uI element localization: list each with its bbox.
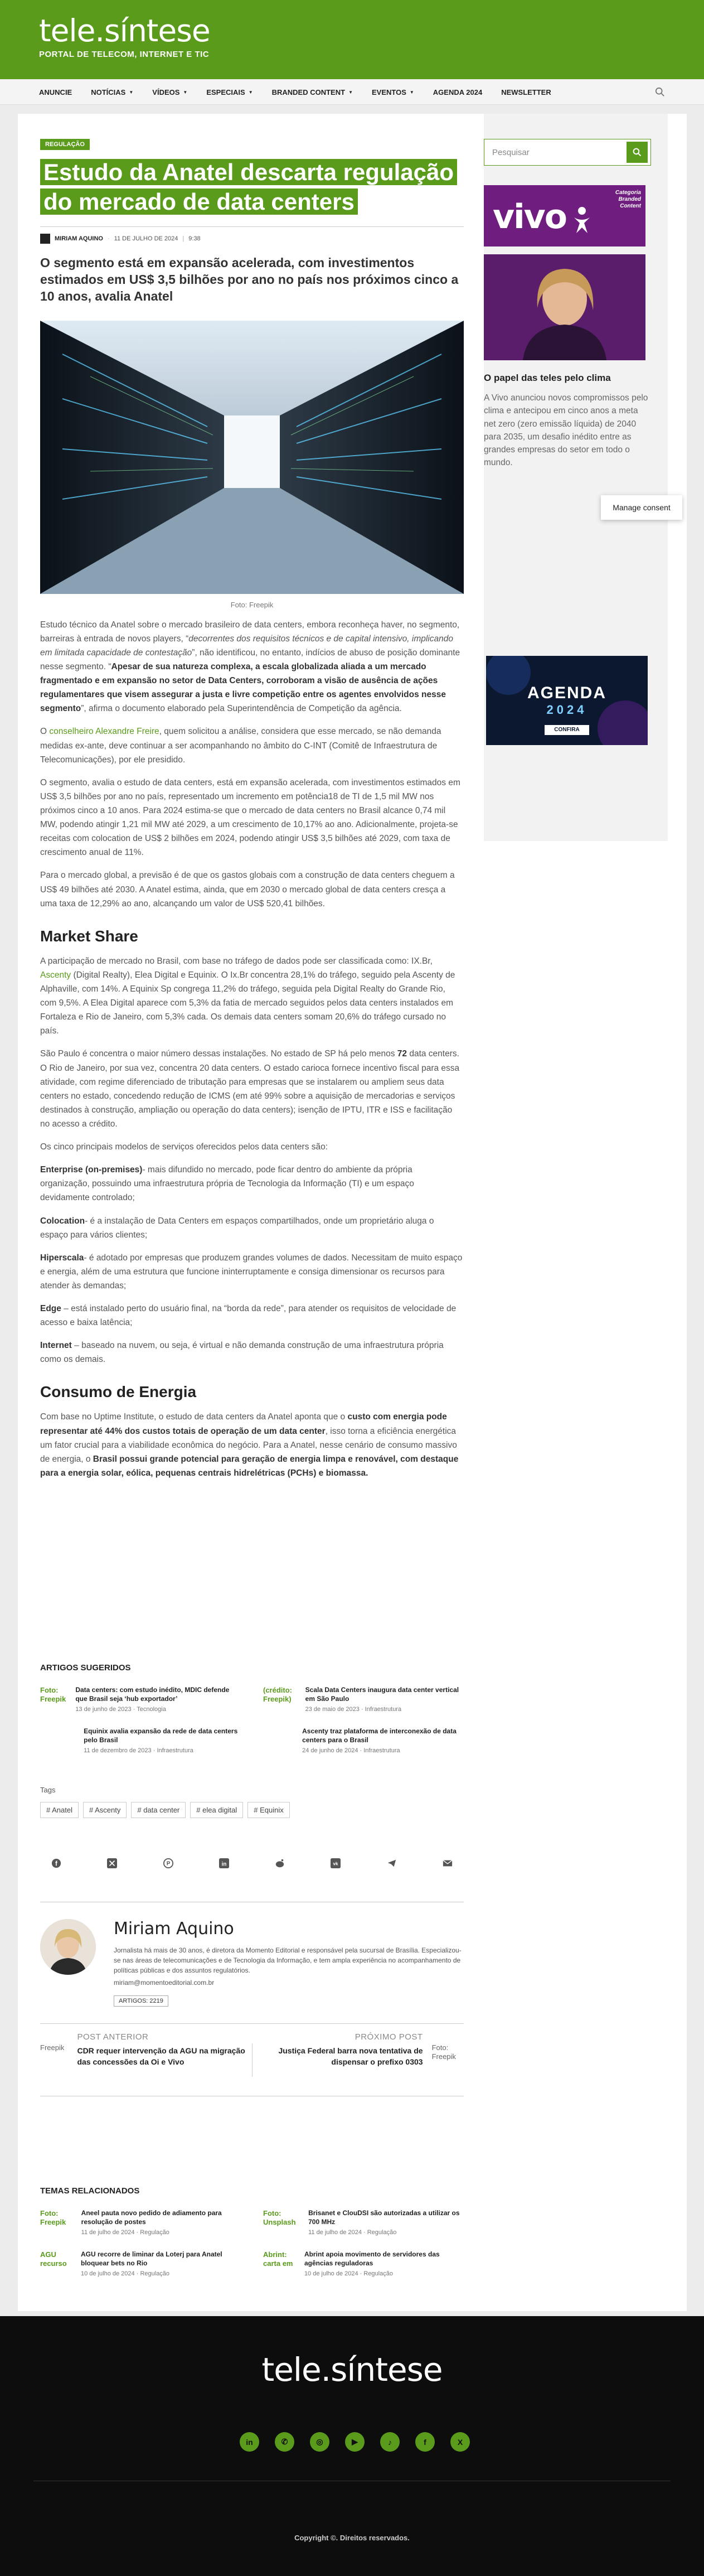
chevron-down-icon: ▼ xyxy=(129,89,134,95)
model-item: Enterprise (on-premises)- mais difundido no mercado, pode ficar dentro do ambiente da própria organização, possuindo uma infraestrutura própria de Tecnologia da Informação (TI) e um espaço devidamente controlado; xyxy=(40,1165,414,1203)
instagram-icon[interactable]: ◎ xyxy=(310,2432,329,2452)
reddit-icon[interactable] xyxy=(274,1857,286,1869)
nav-item-anuncie[interactable]: ANUNCIE xyxy=(39,88,72,96)
author-avatar-icon xyxy=(40,234,50,244)
model-item: Edge – está instalado perto do usuário final, na “borda da rede”, para atender os requisitos de velocidade de acesso e baixa latência; xyxy=(40,1304,457,1328)
search-button[interactable] xyxy=(627,142,648,163)
thumbnail: (crédito: Freepik) xyxy=(263,1686,292,1704)
nav-item-agenda[interactable]: AGENDA 2024 xyxy=(433,88,483,96)
youtube-icon[interactable]: ▶ xyxy=(345,2432,365,2452)
prev-post[interactable] xyxy=(40,2032,252,2068)
article-title: Estudo da Anatel descarta regulação do mercado de data centers xyxy=(40,158,464,216)
article xyxy=(40,139,464,1480)
site-logo[interactable] xyxy=(39,13,210,59)
chevron-down-icon: ▼ xyxy=(183,89,188,95)
svg-text:f: f xyxy=(55,1860,57,1868)
article-body xyxy=(40,618,464,1480)
list-item[interactable]: Ascenty traz plataforma de interconexão de data centers para o Brasil 24 de junho de 2024 · Infraestrutura xyxy=(263,1727,464,1754)
promo-image[interactable] xyxy=(484,254,645,360)
search-icon[interactable] xyxy=(655,87,665,97)
site-footer xyxy=(0,2316,704,2576)
svg-text:vk: vk xyxy=(333,1861,338,1867)
svg-text:in: in xyxy=(221,1861,227,1868)
facebook-icon[interactable] xyxy=(50,1857,62,1869)
facebook-icon[interactable]: f xyxy=(415,2432,435,2452)
prev-thumbnail: Freepik xyxy=(40,2043,65,2052)
list-item[interactable]: Foto: Freepik Aneel pauta novo pedido de adiamento para resolução de postes 11 de julho de 2024 · Regulação xyxy=(40,2209,222,2236)
author-avatar[interactable] xyxy=(40,1919,96,1975)
agenda-year: 2024 xyxy=(546,703,588,717)
thumbnail: Foto: Freepik xyxy=(40,1686,66,1704)
chevron-down-icon: ▼ xyxy=(248,89,253,95)
author-name[interactable]: Miriam Aquino xyxy=(114,1919,234,1939)
tag-ascenty[interactable]: # Ascenty xyxy=(83,1802,127,1818)
nav-item-eventos[interactable]: EVENTOS ▼ xyxy=(371,88,414,96)
promo-text: A Vivo anunciou novos compromissos pelo clima e antecipou em cinco anos a meta net zero (zero emissão líquida) de 2040 para 2035, um desafio inédito entre as grandes empresas do setor em todo o mundo. xyxy=(484,393,648,468)
agenda-2024-banner[interactable] xyxy=(486,656,648,745)
thumbnail xyxy=(263,1727,295,1751)
linkedin-icon[interactable]: in xyxy=(240,2432,259,2452)
thumbnail: Foto: Freepik xyxy=(40,2209,66,2227)
chevron-down-icon: ▼ xyxy=(348,89,353,95)
paragraph: Estudo técnico da Anatel sobre o mercado brasileiro de data centers, embora reconheça haver, no segmento, barreiras à entrada de novos players, “decorrentes dos requisitos técnicos e de capital intensivo, implicando em limitada capacidade de contestação”, não identificou, no entanto, indícios de abuso de posição dominante nesse segmento. “Apesar de sua natureza complexa, a escala globalizada aliada a um mercado fragmentado e em expansão no setor de Data Centers, corroboram a visão de ausência de ações regulamentares que visem assegurar a justa e livre competição entre os agentes envolvidos nesse segmento”, afirma o documento elaborado pela Superintendência de Competição da agência. xyxy=(40,620,460,714)
tag-equinix[interactable]: # Equinix xyxy=(247,1802,289,1818)
thumbnail: Foto: Unsplash xyxy=(263,2209,296,2227)
post-navigation xyxy=(40,2016,464,2096)
thumbnail xyxy=(40,1727,77,1751)
content-panel xyxy=(18,114,687,2311)
whatsapp-icon[interactable]: ✆ xyxy=(275,2432,294,2452)
paragraph: O segmento, avalia o estudo de data centers, está em expansão acelerada, com investimentos estimados em US$ 3,5 bilhões por ano no país, representado um incremento em potência18 de TI de 1,5 mil MW nos próximos cinco a 10 anos. Para 2024 estima-se que o mercado de data centers no Brasil alcance 0,74 mil MW, podendo atingir 1,21 mil MW até 2029, a um crescimento de 10,17% ao ano. Adicionalmente, projeta-se receitas com colocation de US$ 2 bilhões em 2024, podendo atingir US$ 3,5 bilhões até 2029, com taxa de crescimento anual de 11%. xyxy=(40,777,460,858)
paragraph: Com base no Uptime Institute, o estudo de data centers da Anatel aponta que o custo com energia pode representar até 44% dos custos totais de operação de um data center, isso torna a eficiência energética um fator crucial para a viabilidade econômica do negócio. Para a Anatel, nesse cenário de consumo massivo de energia, o Brasil possui grande potencial para geração de energia limpa e renovável, com destaque para a energia solar, eólica, pequenas centrais hidrelétricas (PCHs) e biomassa. xyxy=(40,1412,459,1478)
nav-item-especiais[interactable]: ESPECIAIS ▼ xyxy=(206,88,253,96)
suggested-articles xyxy=(40,1663,464,1754)
paragraph: São Paulo é concentra o maior número dessas instalações. No estado de SP há pelo menos 72 data centers. O Rio de Janeiro, por sua vez, concentra 20 data centers. O estado carioca fornece incentivo fiscal para essa atividade, com regime diferenciado de tributação para empresas que se instalarem ou ampliem seus data centers no estado, concedendo redução de ICMS (em até 99% sobre a aquisição de mercadorias e serviços destinados à construção, ampliação ou operação do data centers); isenção de IPTU, ITR e ISS e facilitação no acesso a crédito. xyxy=(40,1049,460,1129)
list-item[interactable]: Abrint: carta em Abrint apoia movimento de servidores das agências reguladoras 10 de julho de 2024 · Regulação xyxy=(263,2250,440,2278)
section-heading-energy: Consumo de Energia xyxy=(40,1383,197,1401)
list-item[interactable]: Equinix avalia expansão da rede de data centers pelo Brasil 11 de dezembro de 2023 · Infraestrutura xyxy=(40,1727,241,1754)
tags-label: Tags xyxy=(40,1786,56,1794)
logo-text: tele.síntese xyxy=(39,13,210,49)
model-item: Internet – baseado na nuvem, ou seja, é virtual e não demanda construção de uma infraestrutura própria como os demais. xyxy=(40,1341,444,1365)
person-icon xyxy=(572,206,592,234)
email-icon[interactable] xyxy=(441,1857,454,1869)
next-post[interactable] xyxy=(252,2032,464,2068)
paragraph: Para o mercado global, a previsão é de que os gastos globais com a construção de data centers cheguem a US$ 49 bilhões até 2030. A Anatel estima, ainda, que em 2030 o mercado global de data centers cresça a uma taxa de 12,29% ao ano, alcançando um valor de US$ 520,41 bilhões. xyxy=(40,871,455,908)
tag-anatel[interactable]: # Anatel xyxy=(40,1802,79,1818)
list-item[interactable]: AGU recurso AGU recorre de liminar da Loterj para Anatel bloquear bets no Rio 10 de julho de 2024 · Regulação xyxy=(40,2250,222,2278)
article-subtitle: O segmento está em expansão acelerada, com investimentos estimados em US$ 3,5 bilhões por ano no país nos próximos cinco a 10 anos, avalia Anatel xyxy=(40,255,459,303)
model-item: Colocation- é a instalação de Data Centers em espaços compartilhados, onde um proprietário aluga o espaço para vários clientes; xyxy=(40,1216,434,1240)
prev-title: CDR requer intervenção da AGU na migração das concessões da Oi e Vivo xyxy=(77,2046,245,2067)
author-bio: Jornalista há mais de 30 anos, é diretora da Momento Editorial e responsável pela sucursal de Brasília. Especializou-se nas áreas de telecomunicações e de Tecnologia da Informação, e tem ampla experiência no acompanhamento de políticas públicas e dos assuntos regulatórios. xyxy=(114,1946,462,1974)
footer-logo[interactable]: tele.síntese xyxy=(261,2351,443,2389)
author-articles-count[interactable]: ARTIGOS: 2219 xyxy=(114,1995,168,2007)
paragraph: Os cinco principais modelos de serviços oferecidos pelos data centers são: xyxy=(40,1142,328,1152)
category-badge[interactable]: REGULAÇÃO xyxy=(40,139,90,150)
vivo-logo: vivo xyxy=(493,197,567,236)
svg-text:P: P xyxy=(166,1860,170,1867)
tiktok-icon[interactable]: ♪ xyxy=(380,2432,400,2452)
search-icon xyxy=(633,148,642,157)
image-caption: Foto: Freepik xyxy=(230,600,274,609)
related-topics xyxy=(40,2186,464,2277)
vivo-ad-banner[interactable] xyxy=(484,185,645,247)
x-icon[interactable] xyxy=(106,1857,118,1869)
linkedin-icon[interactable] xyxy=(218,1857,230,1869)
thumbnail: AGU recurso xyxy=(40,2250,67,2268)
manage-consent-button[interactable]: Manage consent xyxy=(601,495,682,520)
tags-section xyxy=(40,1786,464,1818)
x-icon[interactable]: X xyxy=(450,2432,470,2452)
paragraph: O conselheiro Alexandre Freire, quem solicitou a análise, considera que esse mercado, se não demanda medidas ex-ante, deve continuar a ser acompanhando no âmbito do C-INT (Comitê de Infraestrutura de Telecomunicações), por ele presidido. xyxy=(40,727,441,765)
suggested-heading: ARTIGOS SUGERIDOS xyxy=(40,1663,131,1673)
author-email: miriam@momentoeditorial.com.br xyxy=(114,1979,215,1987)
paragraph: A participação de mercado no Brasil, com base no tráfego de dados pode ser classificada como: IX.Br, Ascenty (Digital Realty), Elea Digital e Equinix. O Ix.Br concentra 28,1% do tráfego, seguido pela Ascenty de Alphaville, com 14%. A Equinix Sp congrega 11,2% do tráfego, seguida pela Digital Realty do Grande Rio, com 9,5%. A Elea Digital aparece com 5,3% da fatia de mercado seguidos pelos data centers instalados em Fortaleza e Rio de Janeiro, com 5,3% cada. Os demais data centers somam 20,6% do tráfego cursado no país. xyxy=(40,956,455,1036)
freire-link[interactable]: conselheiro Alexandre Freire xyxy=(49,727,159,737)
tag-data-center[interactable]: # data center xyxy=(131,1802,186,1818)
promo-title[interactable]: O papel das teles pelo clima xyxy=(484,373,611,383)
nav-item-videos[interactable]: VÍDEOS ▼ xyxy=(152,88,188,96)
publish-time: 9:38 xyxy=(188,235,201,242)
topics-heading: TEMAS RELACIONADOS xyxy=(40,2186,140,2196)
author-link[interactable]: MIRIAM AQUINO xyxy=(55,235,103,242)
nav-item-branded-content[interactable]: BRANDED CONTENT ▼ xyxy=(271,88,353,96)
prev-label: POST ANTERIOR xyxy=(77,2032,149,2042)
sidebar-search[interactable] xyxy=(484,139,651,166)
agenda-title: AGENDA xyxy=(527,684,606,702)
author-box xyxy=(40,1902,464,2024)
thumbnail: Abrint: carta em xyxy=(263,2250,293,2268)
model-item: Hiperscala- é adotado por empresas que produzem grandes volumes de dados. Necessitam de muito espaço e energia, além de uma estrutura que funcione ininterruptamente e consiga dimensionar os recursos para atender às demandas; xyxy=(40,1253,463,1291)
sidebar xyxy=(484,139,651,470)
nav-item-noticias[interactable]: NOTÍCIAS ▼ xyxy=(91,88,134,96)
next-thumbnail: Foto: Freepik xyxy=(431,2043,456,2061)
publish-date: 11 DE JULHO DE 2024 xyxy=(114,235,178,242)
tag-elea-digital[interactable]: # elea digital xyxy=(190,1802,243,1818)
nav-item-newsletter[interactable]: NEWSLETTER xyxy=(501,88,551,96)
agenda-button[interactable]: CONFIRA xyxy=(545,725,589,735)
next-label: PRÓXIMO POST xyxy=(355,2032,423,2042)
ascenty-link[interactable]: Ascenty xyxy=(40,970,71,980)
main-nav xyxy=(0,79,704,105)
telegram-icon[interactable] xyxy=(386,1857,398,1869)
branded-content-badge: Categoria Branded Content xyxy=(615,190,641,209)
hero-image xyxy=(40,321,464,594)
chevron-down-icon: ▼ xyxy=(409,89,414,95)
list-item[interactable]: Foto: Freepik Data centers: com estudo inédito, MDIC defende que Brasil seja ‘hub exportador’ 13 de junho de 2023 · Tecnologia xyxy=(40,1686,230,1713)
share-bar xyxy=(40,1857,464,1869)
list-item[interactable]: (crédito: Freepik) Scala Data Centers inaugura data center vertical em São Paulo 23 de maio de 2023 · Infraestrutura xyxy=(263,1686,459,1713)
article-meta: MIRIAM AQUINO · 11 DE JULHO DE 2024 | 9:38 xyxy=(40,226,464,244)
search-input[interactable]: Pesquisar xyxy=(492,147,530,157)
section-heading-market-share: Market Share xyxy=(40,927,138,945)
site-header xyxy=(0,0,704,79)
pinterest-icon[interactable] xyxy=(162,1857,174,1869)
copyright: Copyright ©. Direitos reservados. xyxy=(294,2534,410,2542)
site-tagline: PORTAL DE TELECOM, INTERNET E TIC xyxy=(39,50,210,59)
list-item[interactable]: Foto: Unsplash Brisanet e ClouDSI são autorizadas a utilizar os 700 MHz 11 de julho de 2024 · Regulação xyxy=(263,2209,460,2236)
vk-icon[interactable] xyxy=(329,1857,342,1869)
next-title: Justiça Federal barra nova tentativa de dispensar o prefixo 0303 xyxy=(278,2046,423,2067)
footer-social-links xyxy=(240,2432,470,2452)
